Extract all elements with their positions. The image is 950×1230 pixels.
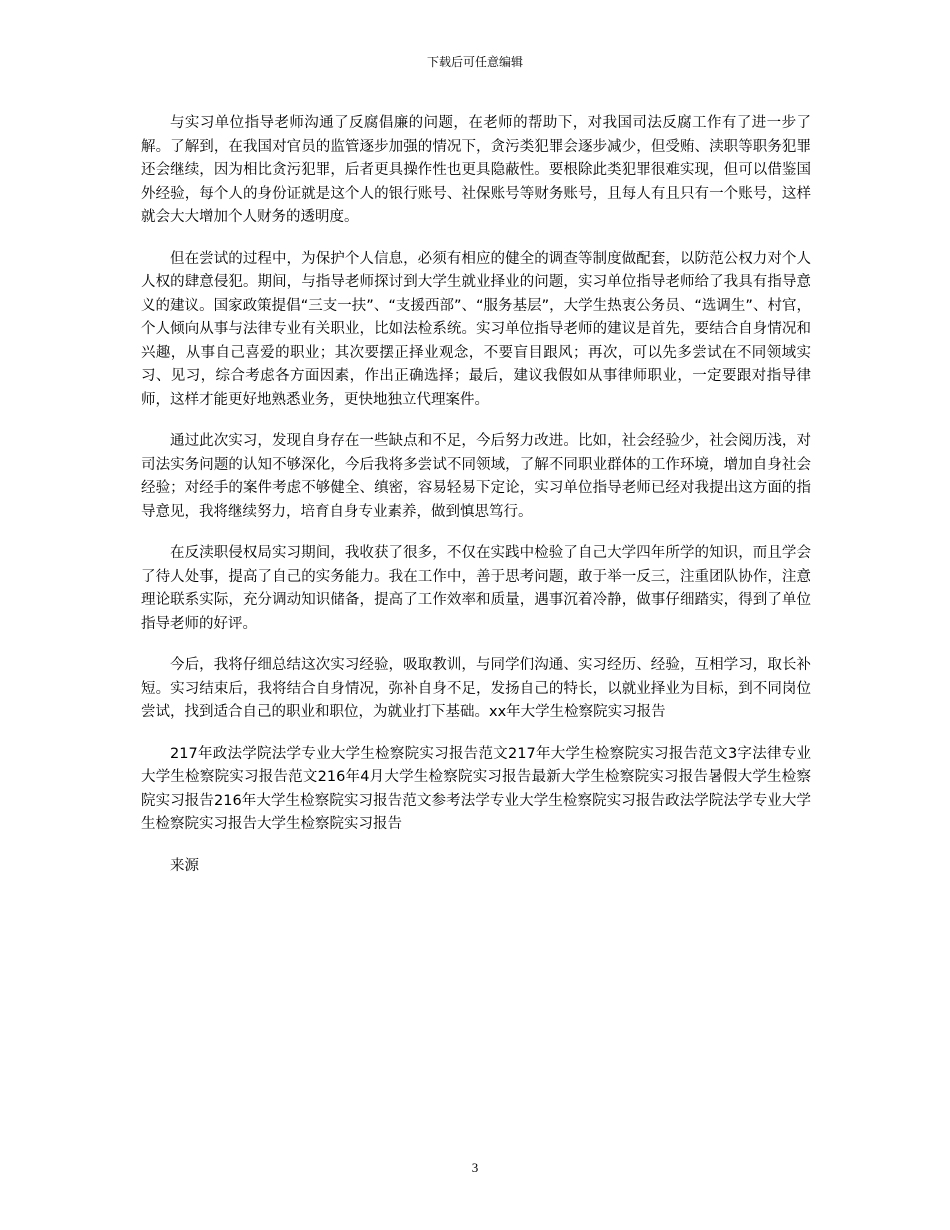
paragraph-7: 来源 bbox=[170, 857, 199, 874]
page-number-text: 3 bbox=[471, 1160, 479, 1175]
paragraph-5: 今后，我将仔细总结这次实习经验，吸取教训，与同学们沟通、实习经历、经验，互相学习，取长补短。实习结束后，我将结合自身情况，弥补自身不足，发扬自己的特长，以就业择业为目标，到不同岗位尝试，找到适合自己的职业和职位，为就业打下基础。xx年大学生检察院实习报告 bbox=[141, 657, 811, 720]
paragraph-4: 在反渎职侵权局实习期间，我收获了很多，不仅在实践中检验了自己大学四年所学的知识，而且学会了待人处事，提高了自己的实务能力。我在工作中，善于思考问题，敢于举一反三，注重团队协作，注意理论联系实际，充分调动知识储备，提高了工作效率和质量，遇事沉着冷静，做事仔细踏实，得到了单位指导老师的好评。 bbox=[141, 545, 811, 632]
page-number bbox=[0, 1160, 950, 1175]
document-body bbox=[141, 112, 811, 896]
paragraph-6: 217年政法学院法学专业大学生检察院实习报告范文217年大学生检察院实习报告范文3字法律专业大学生检察院实习报告范文216年4月大学生检察院实习报告最新大学生检察院实习报告暑假大学生检察院实习报告216年大学生检察院实习报告范文参考法学专业大学生检察院实习报告政法学院法学专业大学生检察院实习报告大学生检察院实习报告 bbox=[141, 745, 811, 832]
paragraph-2: 但在尝试的过程中，为保护个人信息，必须有相应的健全的调查等制度做配套，以防范公权力对个人人权的肆意侵犯。期间，与指导老师探讨到大学生就业择业的问题，实习单位指导老师给了我具有指导意义的建议。国家政策提倡“三支一扶”、“支援西部”、“服务基层”，大学生热衷公务员、“选调生”、村官，个人倾向从事与法律专业有关职业，比如法检系统。实习单位指导老师的建议是首先，要结合自身情况和兴趣，从事自己喜爱的职业；其次要摆正择业观念，不要盲目跟风；再次，可以先多尝试在不同领域实习、见习，综合考虑各方面因素，作出正确选择；最后，建议我假如从事律师职业，一定要跟对指导律师，这样才能更好地熟悉业务，更快地独立代理案件。 bbox=[141, 250, 811, 408]
page-header-text: 下载后可任意编辑 bbox=[426, 55, 523, 69]
paragraph-1: 与实习单位指导老师沟通了反腐倡廉的问题，在老师的帮助下，对我国司法反腐工作有了进一步了解。了解到，在我国对官员的监管逐步加强的情况下，贪污类犯罪会逐步减少，但受贿、渎职等职务犯罪还会继续，因为相比贪污犯罪，后者更具操作性也更具隐蔽性。要根除此类犯罪很难实现，但可以借鉴国外经验，每个人的身份证就是这个人的银行账号、社保账号等财务账号，且每人有且只有一个账号，这样就会大大增加个人财务的透明度。 bbox=[141, 115, 811, 225]
paragraph-3: 通过此次实习，发现自身存在一些缺点和不足，今后努力改进。比如，社会经验少，社会阅历浅，对司法实务问题的认知不够深化，今后我将多尝试不同领域，了解不同职业群体的工作环境，增加自身社会经验；对经手的案件考虑不够健全、缜密，容易轻易下定论，实习单位指导老师已经对我提出这方面的指导意见，我将继续努力，培育自身专业素养，做到慎思笃行。 bbox=[141, 433, 811, 520]
page-header bbox=[0, 55, 950, 69]
